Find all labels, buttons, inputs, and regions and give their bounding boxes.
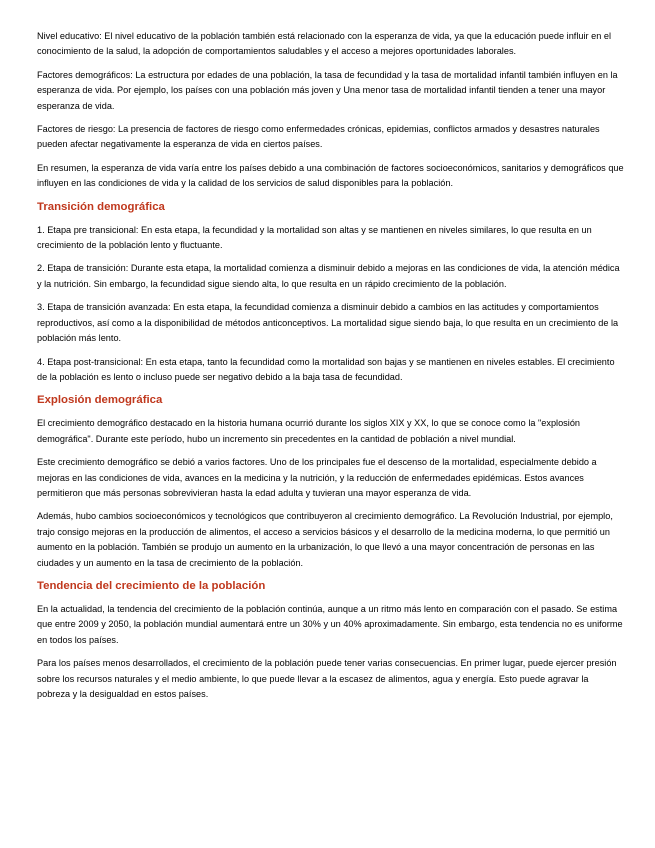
paragraph-en-la-actualidad: En la actualidad, la tendencia del crecimiento de la población continúa, aunque a un ritmo más lento en comparación con el pasado. Se estima que entre 2009 y 2050, la población mundial aumentará entre un 30% y un 40% aproximadamente. Sin embargo, esta tendencia no es uniforme en todos los países. [37, 603, 623, 645]
heading-transicion-demografica: Transición demográfica [37, 200, 165, 213]
paragraph-etapa-pre-transicional: 1. Etapa pre transicional: En esta etapa, la fecundidad y la mortalidad son altas y se mantienen en niveles similares, lo que resulta en un crecimiento de la población lento y fluctuante. [37, 224, 592, 251]
paragraph-cambios-socioeconomicos: Además, hubo cambios socioeconómicos y tecnológicos que contribuyeron al crecimiento demográfico. La Revolución Industrial, por ejemplo, trajo consigo mejoras en la producción de alimentos, el acceso a servicios básicos y el desarrollo de la medicina moderna, lo que permitió un aumento en la población. También se produjo un aumento en la urbanización, lo que llevó a una mayor concentración de personas en las ciudades y un aumento en la tasa de crecimiento de la población. [37, 511, 613, 568]
paragraph-crecimiento-destacado: El crecimiento demográfico destacado en la historia humana ocurrió durante los siglos XIX y XX, lo que se conoce como la "explosión demográfica". Durante este período, hubo un incremento sin precedentes en la cantidad de población a nivel mundial. [37, 418, 581, 444]
paragraph-etapa-de-transicion: 2. Etapa de transición: Durante esta etapa, la mortalidad comienza a disminuir debido a mejoras en las condiciones de vida, la atención médica y la nutrición. Sin embargo, la fecundidad sigue siendo alta, lo que resulta en un rápido crecimiento de la población. [37, 263, 620, 289]
paragraph-factores-crecimiento: Este crecimiento demográfico se debió a varios factores. Uno de los principales fue el descenso de la mortalidad, especialmente debido a mejoras en las condiciones de vida, avances en la medicina y la nutrición, y la reducción de enfermedades epidémicas. Estos avances permitieron que más personas sobrevivieran hasta la edad adulta y tuvieran una mayor esperanza de vida. [37, 457, 597, 498]
heading-explosion-demografica: Explosión demográfica [37, 394, 163, 407]
paragraph-factores-demograficos: Factores demográficos: La estructura por edades de una población, la tasa de fecundidad y la tasa de mortalidad infantil también influyen en la esperanza de vida. Por ejemplo, los países con una población más joven y Una menor tasa de mortalidad infantil tienden a tener una mayor esperanza de vida. [37, 69, 618, 111]
paragraph-etapa-post-transicional: 4. Etapa post-transicional: En esta etapa, tanto la fecundidad como la mortalidad son bajas y se mantienen en niveles estables. El crecimiento de la población es lento o incluso puede ser negativo debido a la baja tasa de fecundidad. [37, 356, 615, 382]
paragraph-en-resumen: En resumen, la esperanza de vida varía entre los países debido a una combinación de factores socioeconómicos, sanitarios y demográficos que influyen en las condiciones de vida y la calidad de los servicios de salud disponibles para la población. [37, 162, 624, 189]
heading-tendencia-crecimiento: Tendencia del crecimiento de la población [37, 579, 266, 592]
document-page [37, 29, 624, 710]
paragraph-factores-de-riesgo: Factores de riesgo: La presencia de factores de riesgo como enfermedades crónicas, epidemias, conflictos armados y desastres naturales pueden afectar negativamente la esperanza de vida en ciertos países. [37, 124, 600, 150]
paragraph-nivel-educativo: Nivel educativo: El nivel educativo de la población también está relacionado con la esperanza de vida, ya que la educación puede influir en el conocimiento de la salud, la adopción de comportamientos saludables y el acceso a mejores oportunidades laborales. [37, 31, 612, 57]
paragraph-paises-menos-desarrollados: Para los países menos desarrollados, el crecimiento de la población puede tener varias consecuencias. En primer lugar, puede ejercer presión sobre los recursos naturales y el medio ambiente, lo que puede llevar a la escasez de alimentos, agua y energía. Esto puede agravar la pobreza y la desigualdad en estos países. [37, 658, 617, 699]
paragraph-etapa-transicion-avanzada: 3. Etapa de transición avanzada: En esta etapa, la fecundidad comienza a disminuir debido a cambios en las actitudes y comportamientos reproductivos, así como a la disponibilidad de métodos anticonceptivos. La mortalidad sigue siendo baja, lo que resulta en un crecimiento de la población más lento. [37, 302, 619, 344]
